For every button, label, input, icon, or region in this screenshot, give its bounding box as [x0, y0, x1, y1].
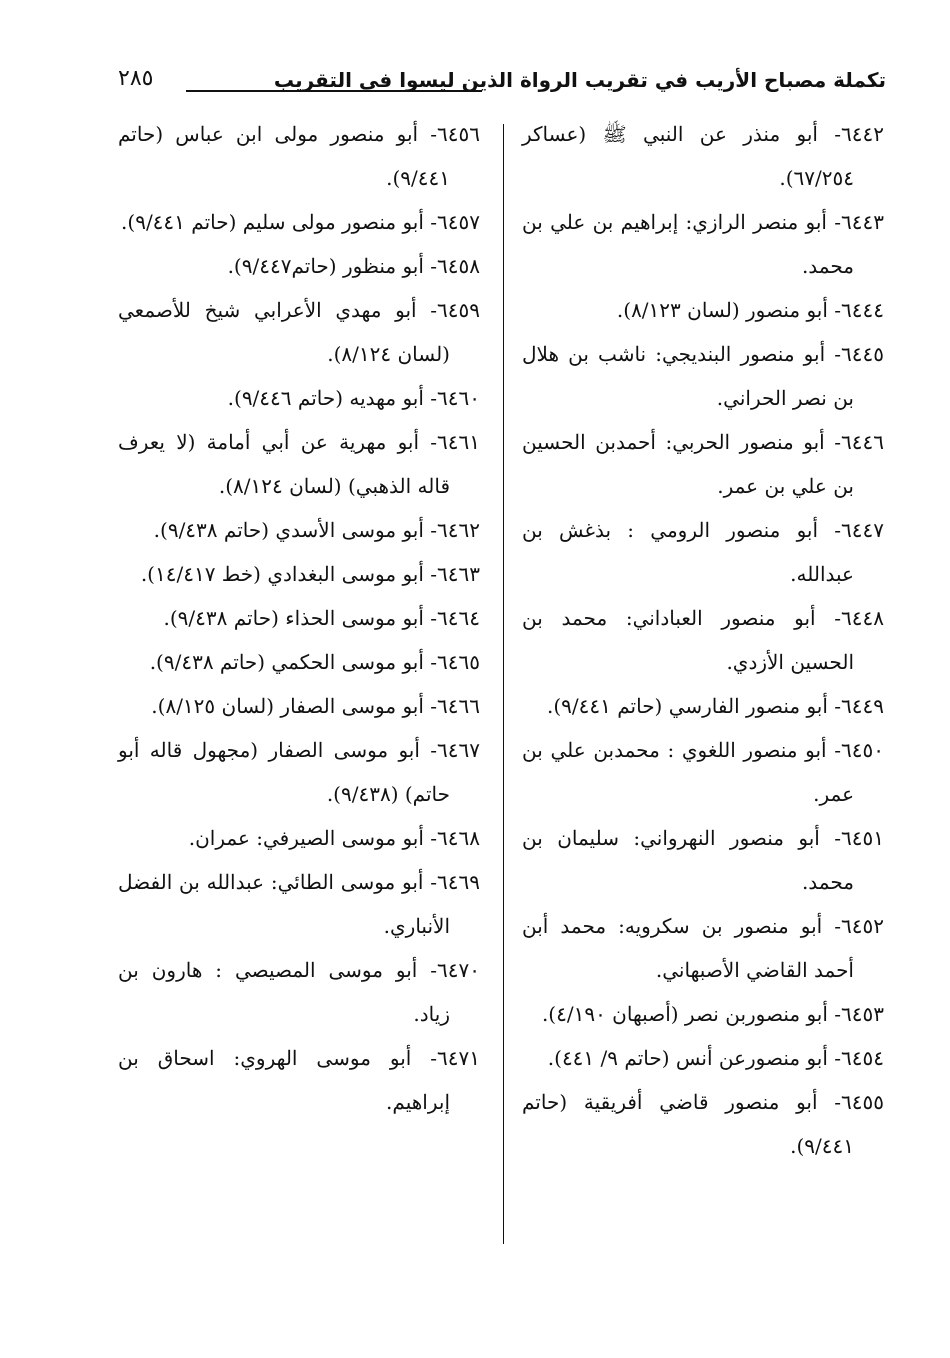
entry-6448: ٦٤٤٨- أبو منصور العباداني: محمد بن الحسين الأزدي. — [522, 606, 884, 674]
running-title: تكملة مصباح الأريب في تقريب الرواة الذين ليسوا في التقريب — [273, 68, 886, 92]
entry-6462: ٦٤٦٢- أبو موسى الأسدي (حاتم ٩/٤٣٨). — [153, 518, 480, 542]
page-header — [118, 64, 886, 104]
entry-6455: ٦٤٥٥- أبو منصور قاضي أفريقية (حاتم ٩/٤٤١). — [522, 1090, 884, 1158]
entry-6457: ٦٤٥٧- أبو منصور مولى سليم (حاتم ٩/٤٤١). — [121, 210, 480, 234]
entry-6454: ٦٤٥٤- أبو منصورعن أنس (حاتم ٩/ ٤٤١). — [547, 1046, 884, 1070]
entry-6471: ٦٤٧١- أبو موسى الهروي: اسحاق بن إبراهيم. — [118, 1046, 480, 1114]
entry-6453: ٦٤٥٣- أبو منصوربن نصر (أصبهان ٤/١٩٠). — [541, 1002, 884, 1026]
entry-6447: ٦٤٤٧- أبو منصور الرومي : بذغش بن عبدالله. — [522, 518, 884, 586]
entry-6442: ٦٤٤٢- أبو منذر عن النبي ﷺ (عساكر ٦٧/٢٥٤). — [522, 122, 884, 190]
left-column — [118, 112, 480, 1124]
entry-6464: ٦٤٦٤- أبو موسى الحذاء (حاتم ٩/٤٣٨). — [163, 606, 480, 630]
column-divider — [503, 124, 504, 1244]
entry-6470: ٦٤٧٠- أبو موسى المصيصي : هارون بن زياد. — [118, 958, 480, 1026]
entry-6468: ٦٤٦٨- أبو موسى الصيرفي: عمران. — [188, 826, 480, 850]
header-rule — [186, 90, 482, 92]
entry-6465: ٦٤٦٥- أبو موسى الحكمي (حاتم ٩/٤٣٨). — [149, 650, 480, 674]
entry-6458: ٦٤٥٨- أبو منظور (حاتم٩/٤٤٧). — [227, 254, 480, 278]
right-column — [522, 112, 884, 1168]
entry-6450: ٦٤٥٠- أبو منصور اللغوي : محمدبن علي بن عمر. — [522, 738, 884, 806]
entry-6449: ٦٤٤٩- أبو منصور الفارسي (حاتم ٩/٤٤١). — [546, 694, 884, 718]
entry-6466: ٦٤٦٦- أبو موسى الصفار (لسان ٨/١٢٥). — [151, 694, 480, 718]
entry-6460: ٦٤٦٠- أبو مهديه (حاتم ٩/٤٤٦). — [227, 386, 480, 410]
entry-6445: ٦٤٤٥- أبو منصور البنديجي: ناشب بن هلال بن نصر الحراني. — [522, 342, 884, 410]
entry-6456: ٦٤٥٦- أبو منصور مولى ابن عباس (حاتم ٩/٤٤١). — [118, 122, 480, 190]
entry-6443: ٦٤٤٣- أبو منصر الرازي: إبراهيم بن علي بن محمد. — [522, 210, 884, 278]
entry-6463: ٦٤٦٣- أبو موسى البغدادي (خط ١٤/٤١٧). — [140, 562, 480, 586]
entry-6452: ٦٤٥٢- أبو منصور بن سكرويه: محمد أبن أحمد القاضي الأصبهاني. — [522, 914, 884, 982]
entry-6459: ٦٤٥٩- أبو مهدي الأعرابي شيخ للأصمعي (لسان ٨/١٢٤). — [118, 298, 480, 366]
entry-6451: ٦٤٥١- أبو منصور النهرواني: سليمان بن محمد. — [522, 826, 884, 894]
entry-6461: ٦٤٦١- أبو مهرية عن أبي أمامة (لا يعرف قاله الذهبي) (لسان ٨/١٢٤). — [118, 430, 480, 498]
entry-6469: ٦٤٦٩- أبو موسى الطائي: عبدالله بن الفضل الأنباري. — [118, 870, 480, 938]
entry-6444: ٦٤٤٤- أبو منصور (لسان ٨/١٢٣). — [616, 298, 884, 322]
entry-6467: ٦٤٦٧- أبو موسى الصفار (مجهول قاله أبو حاتم) (٩/٤٣٨). — [118, 738, 480, 806]
entry-6446: ٦٤٤٦- أبو منصور الحربي: أحمدبن الحسين بن علي بن عمر. — [522, 430, 884, 498]
page-number: ٢٨٥ — [118, 66, 154, 91]
